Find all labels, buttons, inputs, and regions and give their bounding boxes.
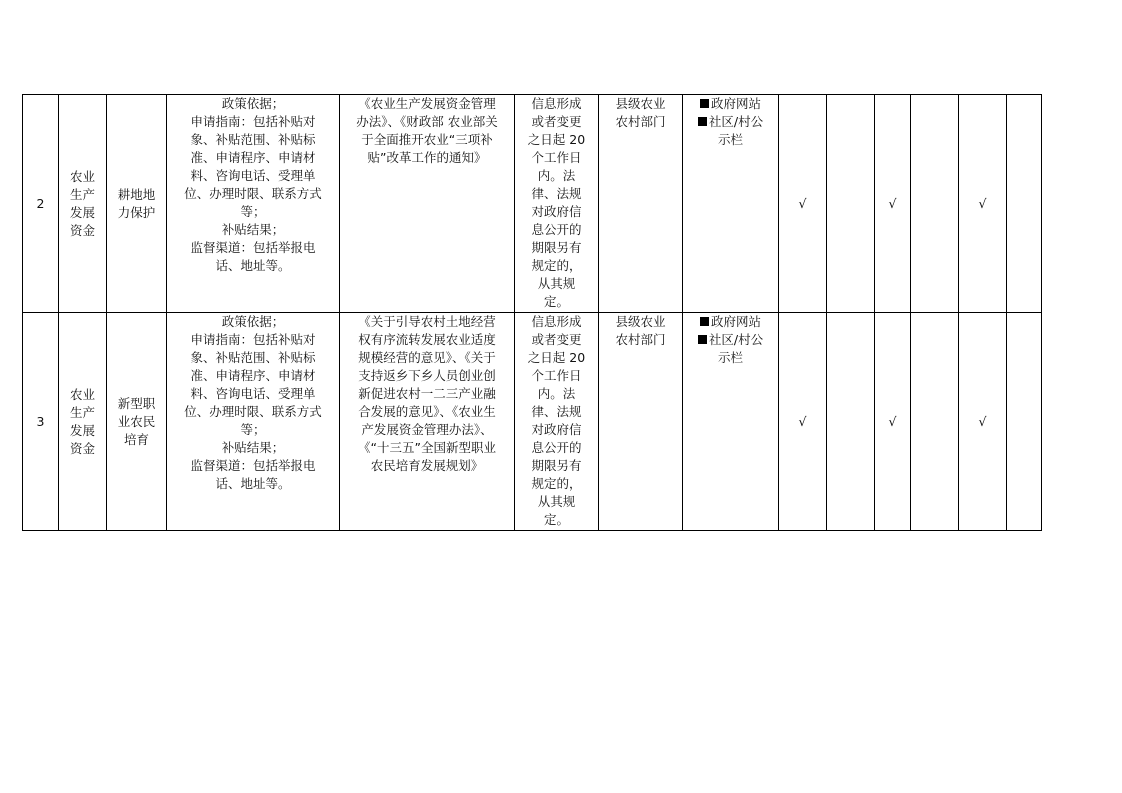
content-cell: 政策依据； 申请指南：包括补贴对 象、补贴范围、补贴标 准、申请程序、申请材 料、咨询电话、受理单 位、办理时限、联系方式 等； 补贴结果； 监督渠道：包括举报电 话、地址等。 xyxy=(167,95,340,313)
channels-cell xyxy=(683,313,779,531)
agency-cell: 县级农业 农村部门 xyxy=(599,313,683,531)
disclosure-table xyxy=(22,94,1042,531)
mark-cell xyxy=(911,95,959,313)
channel-label: 社区/村公 示栏 xyxy=(708,332,764,365)
time-limit-cell: 信息形成 或者变更 之日起 20 个工作日 内。法 律、法规 对政府信 息公开的 期限另有 规定的， 从其规 定。 xyxy=(515,313,599,531)
mark-cell: √ xyxy=(779,95,827,313)
channel-label: 政府网站 xyxy=(710,96,761,111)
filled-square-icon xyxy=(698,335,707,344)
item-cell: 耕地地 力保护 xyxy=(107,95,167,313)
basis-cell: 《农业生产发展资金管理 办法》、《财政部 农业部关 于全面推开农业“三项补 贴”改革工作的通知》 xyxy=(340,95,515,313)
mark-cell: √ xyxy=(875,95,911,313)
mark-cell: √ xyxy=(779,313,827,531)
category-cell: 农业 生产 发展 资金 xyxy=(59,313,107,531)
mark-cell xyxy=(1007,313,1042,531)
filled-square-icon xyxy=(698,117,707,126)
item-cell: 新型职 业农民 培育 xyxy=(107,313,167,531)
channels-cell xyxy=(683,95,779,313)
mark-cell xyxy=(1007,95,1042,313)
mark-cell xyxy=(911,313,959,531)
mark-cell: √ xyxy=(875,313,911,531)
row-number: 2 xyxy=(23,95,59,313)
filled-square-icon xyxy=(700,99,709,108)
channel-item xyxy=(685,313,776,331)
channel-item xyxy=(685,113,776,149)
time-limit-cell: 信息形成 或者变更 之日起 20 个工作日 内。法 律、法规 对政府信 息公开的 期限另有 规定的， 从其规 定。 xyxy=(515,95,599,313)
table-row xyxy=(23,95,1042,313)
channel-label: 政府网站 xyxy=(710,314,761,329)
mark-cell: √ xyxy=(959,313,1007,531)
channel-item xyxy=(685,331,776,367)
row-number: 3 xyxy=(23,313,59,531)
table-row xyxy=(23,313,1042,531)
agency-cell: 县级农业 农村部门 xyxy=(599,95,683,313)
basis-cell: 《关于引导农村土地经营 权有序流转发展农业适度 规模经营的意见》、《关于 支持返乡下乡人员创业创 新促进农村一二三产业融 合发展的意见》、《农业生 产发展资金管理办法》、 《“十三五”全国新型职业 农民培育发展规划》 xyxy=(340,313,515,531)
channel-item xyxy=(685,95,776,113)
channel-label: 社区/村公 示栏 xyxy=(708,114,764,147)
mark-cell: √ xyxy=(959,95,1007,313)
filled-square-icon xyxy=(700,317,709,326)
mark-cell xyxy=(827,313,875,531)
mark-cell xyxy=(827,95,875,313)
category-cell: 农业 生产 发展 资金 xyxy=(59,95,107,313)
content-cell: 政策依据； 申请指南：包括补贴对 象、补贴范围、补贴标 准、申请程序、申请材 料、咨询电话、受理单 位、办理时限、联系方式 等； 补贴结果； 监督渠道：包括举报电 话、地址等。 xyxy=(167,313,340,531)
